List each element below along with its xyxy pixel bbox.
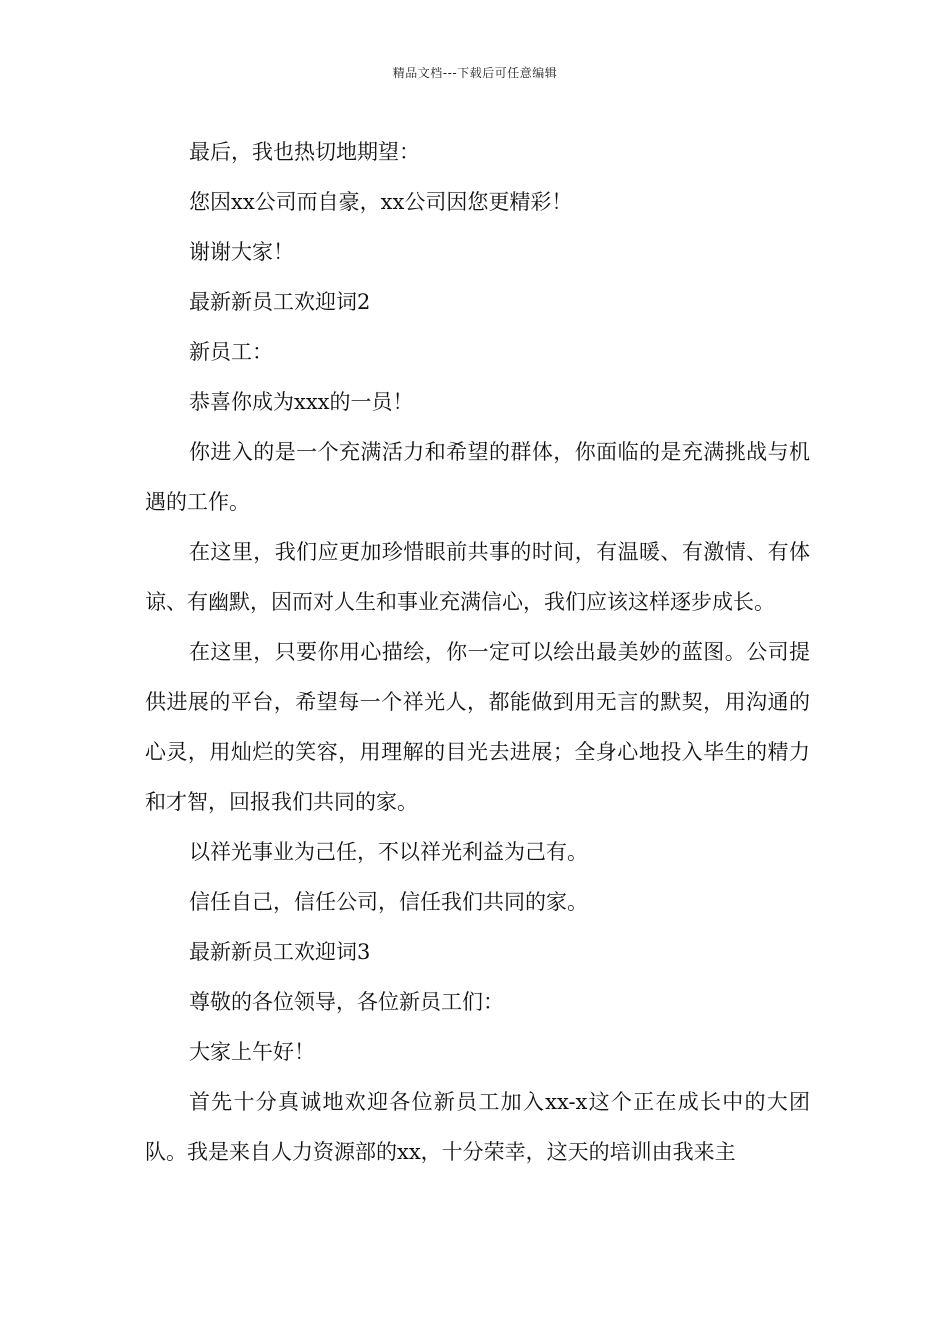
document-body: [145, 127, 810, 1177]
paragraph: 首先十分真诚地欢迎各位新员工加入xx-x这个正在成长中的大团队。我是来自人力资源部的xx，十分荣幸，这天的培训由我来主: [145, 1090, 810, 1164]
page-header: 精品文档---下载后可任意编辑: [392, 66, 558, 80]
paragraph: 以祥光事业为己任，不以祥光利益为己有。: [189, 840, 588, 864]
paragraph: 你进入的是一个充满活力和希望的群体，你面临的是充满挑战与机遇的工作。: [145, 440, 810, 514]
paragraph: 谢谢大家！: [189, 240, 294, 264]
paragraph: 信任自己，信任公司，信任我们共同的家。: [189, 890, 588, 914]
paragraph: 您因xx公司而自豪，xx公司因您更精彩！: [189, 190, 573, 214]
paragraph: 最后，我也热切地期望：: [189, 140, 420, 164]
section-title: 最新新员工欢迎词3: [189, 940, 371, 964]
paragraph: 在这里，我们应更加珍惜眼前共事的时间，有温暖、有激情、有体谅、有幽默，因而对人生和事业充满信心，我们应该这样逐步成长。: [145, 540, 810, 614]
salutation: 尊敬的各位领导，各位新员工们：: [189, 990, 504, 1014]
paragraph: 恭喜你成为xxx的一员！: [189, 390, 414, 414]
paragraph: 大家上午好！: [189, 1040, 315, 1064]
section-title: 最新新员工欢迎词2: [189, 290, 371, 314]
paragraph: 在这里，只要你用心描绘，你一定可以绘出最美妙的蓝图。公司提供进展的平台，希望每一个祥光人，都能做到用无言的默契，用沟通的心灵，用灿烂的笑容，用理解的目光去进展；全身心地投入毕生的精力和才智，回报我们共同的家。: [145, 640, 810, 814]
salutation: 新员工：: [189, 340, 273, 364]
